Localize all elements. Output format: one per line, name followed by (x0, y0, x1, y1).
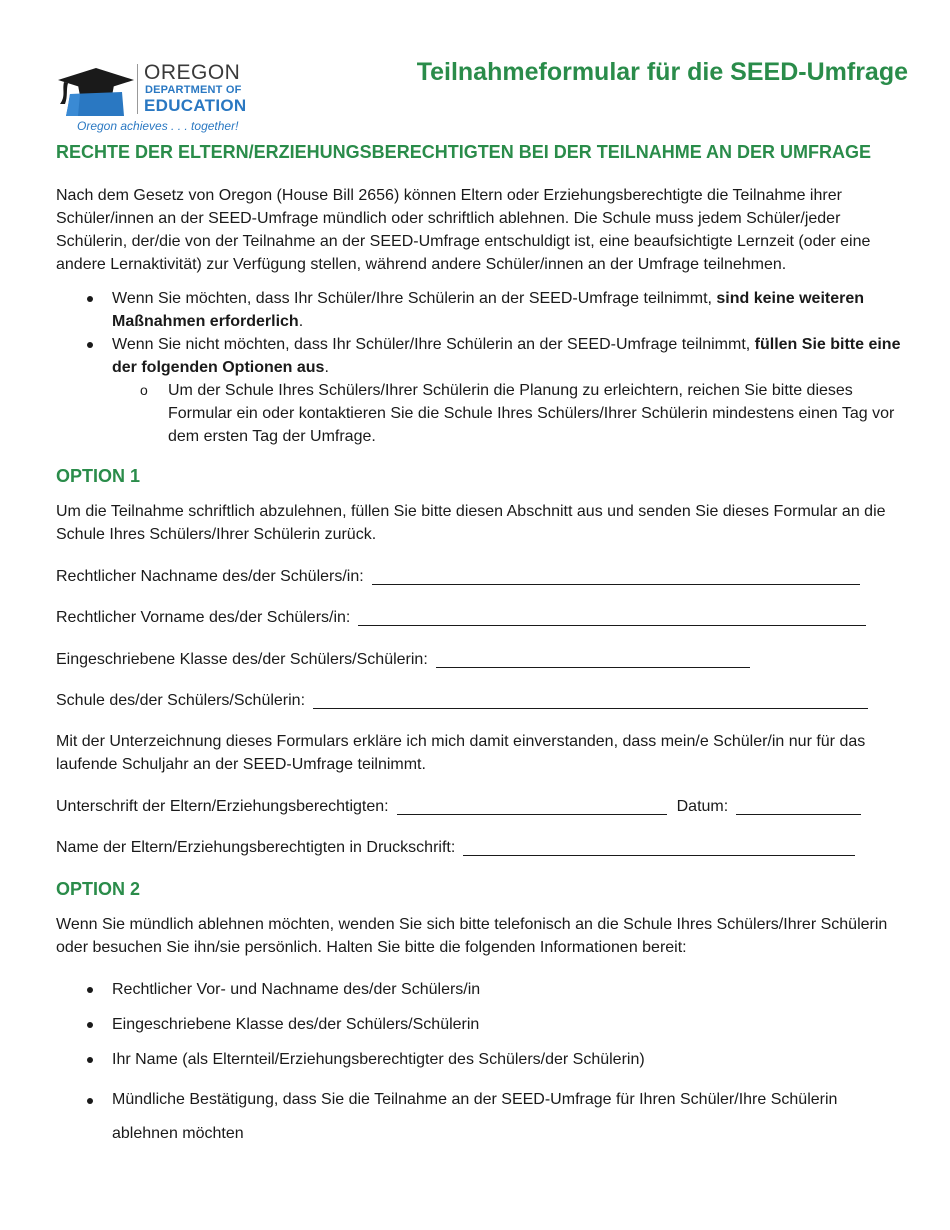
bullet-icon (87, 1098, 93, 1104)
bullet-icon (87, 1057, 93, 1063)
circle-bullet-icon: o (140, 382, 148, 398)
school-label: Schule des/der Schülers/Schülerin: (56, 692, 306, 709)
oregon-education-logo (56, 60, 256, 140)
school-input-line[interactable] (313, 689, 868, 709)
bullet-icon (87, 342, 93, 348)
bullet-end: . (324, 359, 329, 376)
print-name-label: Name der Eltern/Erziehungsberechtigten in Druckschrift: (56, 839, 456, 856)
list-item-text: Mündliche Bestätigung, dass Sie die Teilnahme an der SEED-Umfrage für Ihren Schüler/Ihre Schülerin ablehnen möchten (112, 1091, 838, 1142)
bullet-bold-text: sind keine weiteren Maßnahmen erforderlich (112, 290, 865, 330)
date-input-line[interactable] (736, 795, 861, 815)
bullet-icon (87, 987, 93, 993)
option2-heading: OPTION 2 (56, 879, 141, 899)
option2-instructions: Wenn Sie mündlich ablehnen möchten, wenden Sie sich bitte telefonisch an die Schule Ihres Schülers/Ihrer Schülerin oder besuchen Sie ihn/sie persönlich. Halten Sie bitte die folgenden Informationen bereit: (56, 916, 888, 956)
list-item-text: Rechtlicher Vor- und Nachname des/der Schülers/in (112, 981, 481, 998)
option2-bullet-list (56, 978, 902, 1163)
rights-bullet-list (56, 287, 902, 448)
bullet-end: . (298, 313, 304, 330)
grade-field[interactable] (56, 648, 750, 672)
logo-oregon-text: OREGON (144, 61, 241, 84)
logo-tagline: Oregon achieves . . . together! (77, 119, 239, 133)
grade-label: Eingeschriebene Klasse des/der Schülers/Schülerin: (56, 651, 428, 668)
graduation-cap-oregon-icon (56, 66, 136, 118)
logo-divider (137, 64, 138, 114)
rights-heading: RECHTE DER ELTERN/ERZIEHUNGSBERECHTIGTEN BEI DER TEILNAHME AN DER UMFRAGE (56, 142, 872, 162)
list-item-text: Eingeschriebene Klasse des/der Schülers/Schülerin (112, 1016, 480, 1033)
list-item (56, 1048, 902, 1071)
consent-paragraph: Mit der Unterzeichnung dieses Formulars erkläre ich mich damit einverstanden, dass mein/e Schüler/in nur für das laufende Schuljahr an der SEED-Umfrage teilnimmt. (56, 733, 866, 773)
sub-list-item (56, 379, 902, 448)
list-item (56, 978, 902, 1001)
bullet-icon (87, 1022, 93, 1028)
print-name-input-line[interactable] (463, 836, 855, 856)
school-field[interactable] (56, 689, 868, 713)
option1-instructions: Um die Teilnahme schriftlich abzulehnen, füllen Sie bitte diesen Abschnitt aus und senden Sie dieses Formular an die Schule Ihres Schülers/Ihrer Schülerin zurück. (56, 503, 886, 543)
intro-paragraph: Nach dem Gesetz von Oregon (House Bill 2656) können Eltern oder Erziehungsberechtigte die Teilnahme ihrer Schüler/innen an der SEED-Umfrage mündlich oder schriftlich ablehnen. Die Schule muss jedem Schüler/jeder Schülerin, der/die von der Teilnahme an der SEED-Umfrage entschuldigt ist, eine beaufsichtigte Lernzeit (oder eine andere Lernaktivität) zur Verfügung stellen, während andere Schüler/innen an der Umfrage teilnehmen. (56, 187, 871, 273)
last-name-input-line[interactable] (372, 565, 860, 585)
bullet-bold-text: füllen Sie bitte eine der folgenden Optionen aus (112, 336, 901, 376)
first-name-field[interactable] (56, 606, 866, 630)
print-name-row[interactable] (56, 836, 855, 860)
grade-input-line[interactable] (436, 648, 750, 668)
list-item (56, 287, 902, 333)
date-label: Datum: (676, 798, 729, 815)
first-name-label: Rechtlicher Vorname des/der Schülers/in: (56, 609, 351, 626)
logo-education-text: EDUCATION (144, 96, 247, 115)
list-item-text: Ihr Name (als Elternteil/Erziehungsberechtigter des Schülers/der Schülerin) (112, 1051, 645, 1068)
last-name-label: Rechtlicher Nachname des/der Schülers/in: (56, 568, 364, 585)
bullet-icon (87, 296, 93, 302)
sub-item-text: Um der Schule Ihres Schülers/Ihrer Schülerin die Planung zu erleichtern, reichen Sie bitte dieses Formular ein oder kontaktieren Sie die Schule Ihres Schülers/Ihrer Schülerin mindestens einen Tag vor dem ersten Tag der Umfrage. (168, 382, 895, 445)
list-item (56, 1013, 902, 1036)
signature-label: Unterschrift der Eltern/Erziehungsberechtigten: (56, 798, 389, 815)
list-item (56, 1083, 902, 1151)
signature-input-line[interactable] (397, 795, 667, 815)
list-item (56, 333, 902, 379)
signature-row[interactable] (56, 795, 861, 819)
last-name-field[interactable] (56, 565, 860, 589)
first-name-input-line[interactable] (358, 606, 866, 626)
bullet-text: Wenn Sie nicht möchten, dass Ihr Schüler/Ihre Schülerin an der SEED-Umfrage teilnimmt, (112, 336, 755, 353)
bullet-text: Wenn Sie möchten, dass Ihr Schüler/Ihre Schülerin an der SEED-Umfrage teilnimmt, (112, 290, 717, 307)
document-title: Teilnahmeformular für die SEED-Umfrage (416, 58, 908, 86)
logo-department-text: DEPARTMENT OF (145, 84, 242, 96)
option1-heading: OPTION 1 (56, 466, 141, 486)
